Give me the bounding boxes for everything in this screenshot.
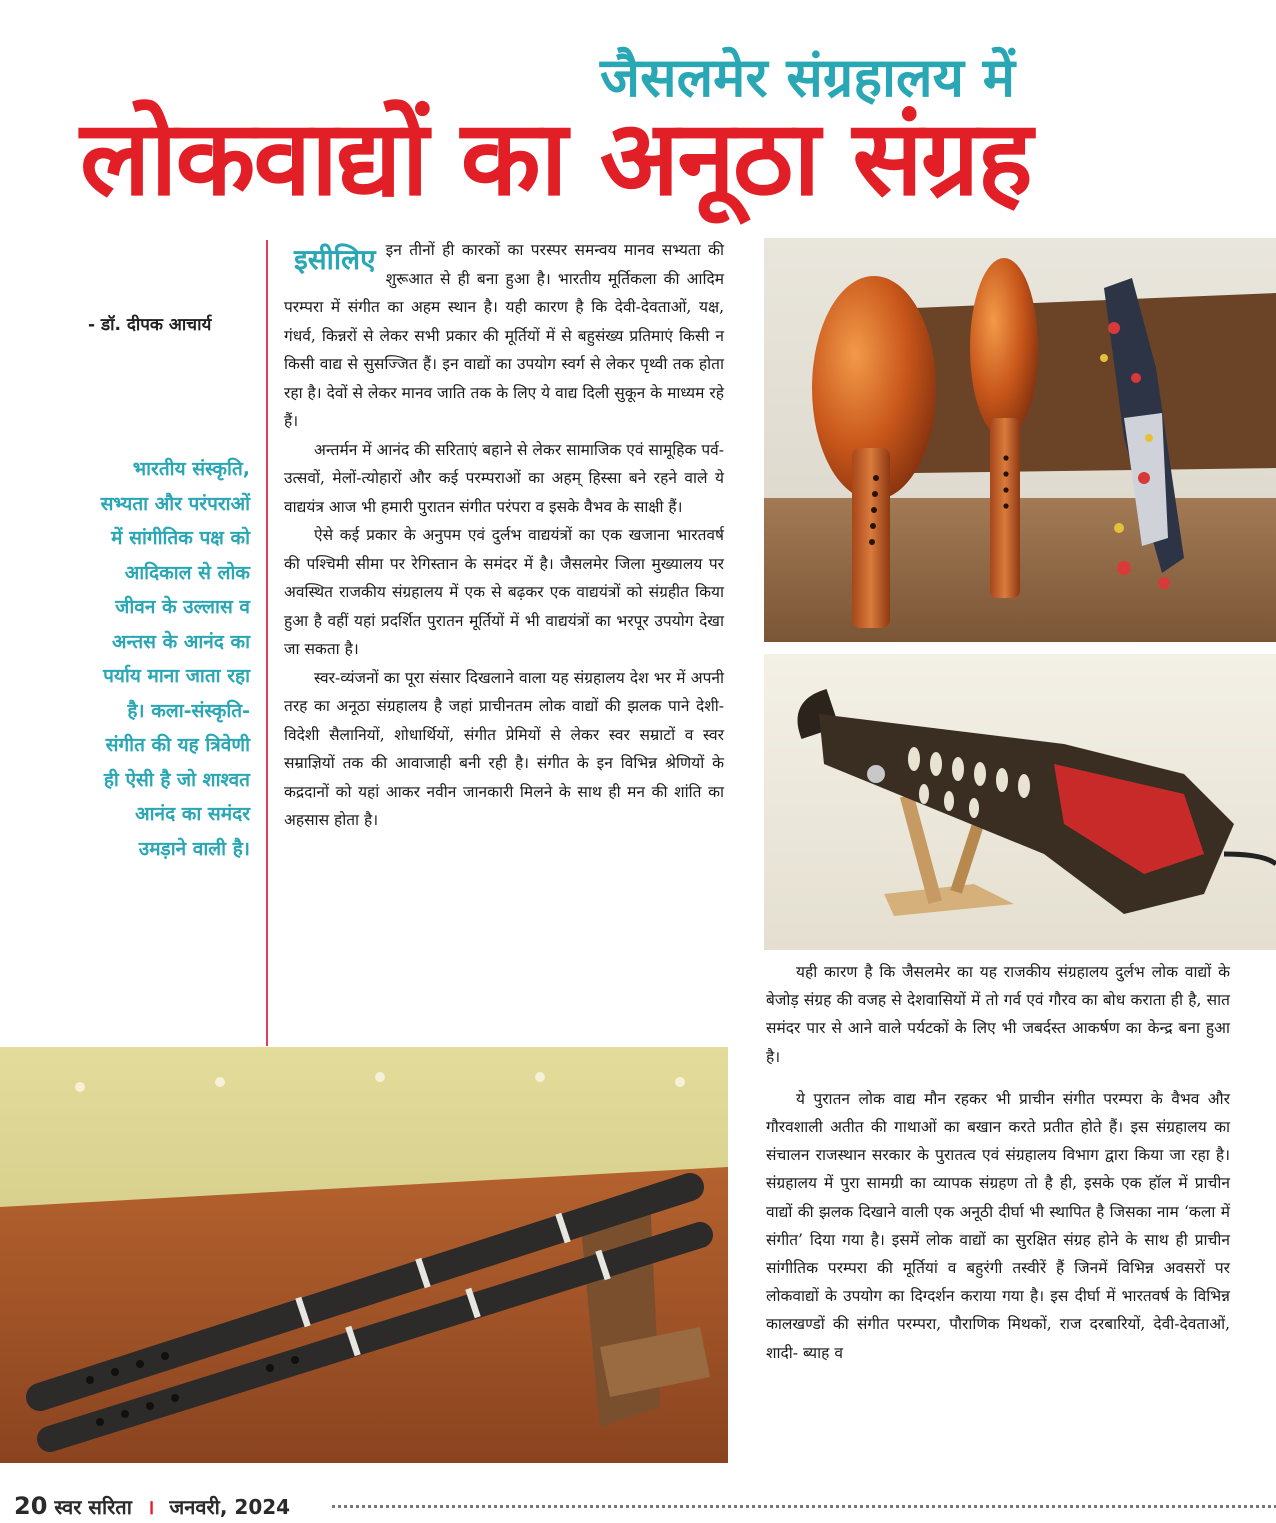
photo-string-instrument-image xyxy=(764,654,1276,950)
article-paragraph: स्वर-व्यंजनों का पूरा संसार दिखलाने वाला यह संग्रहालय देश भर में अपनी तरह का अनूठा संग्रहालय है जहां प्राचीनतम लोक वाद्यों की झलक पाने देशी-विदेशी सैलानियों, शोधार्थियों, संगीत प्रेमियों से लेकर स्वर सम्राटों व स्वर सम्राज्ञियों तक की आवाजाही बनी रही है। संगीत के इन विभिन्न श्रेणियों के कद्रदानों को यहां आकर नवीन जानकारी मिलने के साथ ही मन की शांति का अहसास होता है। xyxy=(284,668,724,829)
photo-long-flutes-image xyxy=(0,1047,728,1463)
article-column-1 xyxy=(284,236,724,835)
pull-quote-line: जीवन के उल्लास व xyxy=(115,596,250,618)
page-number: 20 xyxy=(14,1492,48,1520)
drop-word: इसीलिए xyxy=(294,243,376,276)
pull-quote-line: पर्याय माना जाता रहा xyxy=(103,665,250,687)
pull-quote-line: आदिकाल से लोक xyxy=(124,561,250,584)
pull-quote-line: आनंद का समंदर xyxy=(135,803,250,825)
photo-string-instrument xyxy=(764,654,1276,950)
article-paragraph: अन्तर्मन में आनंद की सरिताएं बहाने से लेकर सामाजिक एवं सामूहिक पर्व-उत्सवों, मेलों-त्योहारों और कई परम्पराओं का अहम् हिस्सा बने रहने वाले ये वाद्ययंत्र आज भी हमारी पुरातन संगीत परंपरा व इसके वैभव के साक्षी हैं। xyxy=(284,440,724,516)
column-divider xyxy=(266,240,268,1046)
issue-date: जनवरी, 2024 xyxy=(169,1495,291,1519)
photo-long-flutes xyxy=(0,1047,728,1463)
paragraph-text: इन तीनों ही कारकों का परस्पर समन्वय मानव सभ्यता की शुरूआत से ही बना हुआ है। भारतीय मूर्तिकला की आदिम परम्परा में संगीत का अहम स्थान है। यही कारण है कि देवी-देवताओं, यक्ष, गंधर्व, किन्नरों से लेकर सभी प्रकार की मूर्तियों में से बहुसंख्य प्रतिमाएं किसी न किसी वाद्य से सुसज्जित हैं। इन वाद्यों का उपयोग स्वर्ग से लेकर पृथ्वी तक होता रहा है। देवों से लेकर मानव जाति तक के लिए ये वाद्य दिली सुकून के माध्यम रहे हैं। xyxy=(284,241,724,430)
pull-quote xyxy=(40,452,250,866)
photo-gourd-instruments-image xyxy=(764,238,1276,642)
pull-quote-line: में सांगीतिक पक्ष को xyxy=(111,527,250,549)
author-byline: - डॉ. दीपक आचार्य xyxy=(88,315,212,335)
pull-quote-line: है। कला-संस्कृति- xyxy=(127,699,250,722)
footer-text xyxy=(14,1490,290,1523)
article-column-2 xyxy=(766,958,1230,1367)
pull-quote-line: अन्तस के आनंद का xyxy=(111,630,250,653)
footer-dotted-rule xyxy=(332,1505,1276,1508)
headline: लोकवाद्यों का अनूठा संग्रह xyxy=(80,97,1031,219)
photo-gourd-instruments xyxy=(764,238,1276,642)
article-paragraph: ये पुरातन लोक वाद्य मौन रहकर भी प्राचीन संगीत परम्परा के वैभव और गौरवशाली अतीत की गाथाओं का बखान करते प्रतीत होते हैं। इस संग्रहालय का संचालन राजस्थान सरकार के पुरातत्व एवं संग्रहालय विभाग द्वारा किया जा रहा है। संग्रहालय में पुरा सामग्री का व्यापक संग्रहण तो है ही, इसके एक हॉल में प्राचीन वाद्यों की झलक दिखाने वाली एक अनूठी दीर्घा भी स्थापित है जिसका नाम ‘कला में संगीत’ दिया गया है। इसमें लोक वाद्यों का सुरक्षित संग्रह होने के साथ ही प्राचीन सांगीतिक परम्परा की मूर्तियां व बहुरंगी तस्वीरें हैं जिनमें विभिन्न अवसरों पर लोकवाद्यों के उपयोग का दिग्दर्शन कराया गया है। इस दीर्घा में भारतवर्ष के विभिन्न कालखण्डों की संगीत परम्परा, पौराणिक मिथकों, राज दरबारियों, देवी-देवताओं, शादी- ब्याह व xyxy=(766,1089,1230,1362)
footer-separator: । xyxy=(146,1495,155,1519)
article-paragraph: यही कारण है कि जैसलमेर का यह राजकीय संग्रहालय दुर्लभ लोक वाद्यों के बेजोड़ संग्रह की वजह से देशवासियों में तो गर्व एवं गौरव का बोध कराता ही है, सात समंदर पार से आने वाले पर्यटकों के लिए भी जबर्दस्त आकर्षण का केन्द्र बना हुआ है। xyxy=(766,963,1230,1066)
magazine-name: स्वर सरिता xyxy=(54,1495,132,1519)
article-paragraph xyxy=(284,236,724,436)
article-paragraph: ऐसे कई प्रकार के अनुपम एवं दुर्लभ वाद्ययंत्रों का एक खजाना भारतवर्ष की पश्चिमी सीमा पर रेगिस्तान के समंदर में है। जैसलमेर जिला मुख्यालय पर अवस्थित राजकीय संग्रहालय में एक से बढ़कर एक वाद्ययंत्रों को संग्रहीत किया हुआ है वहीं यहां प्रदर्शित पुरातन मूर्तियों में भी वाद्ययंत्रों का भरपूर उपयोग देखा जा सकता है। xyxy=(284,526,724,658)
headline-kicker: जैसलमेर संग्रहालय में xyxy=(600,46,1016,109)
page-footer xyxy=(0,1490,1276,1522)
pull-quote-line: भारतीय संस्कृति, xyxy=(132,458,250,480)
pull-quote-line: सभ्यता और परंपराओं xyxy=(100,492,250,515)
pull-quote-line: संगीत की यह त्रिवेणी xyxy=(105,734,250,756)
pull-quote-line: ही ऐसी है जो शाश्वत xyxy=(103,768,250,791)
pull-quote-line: उमड़ाने वाली है। xyxy=(138,837,250,860)
